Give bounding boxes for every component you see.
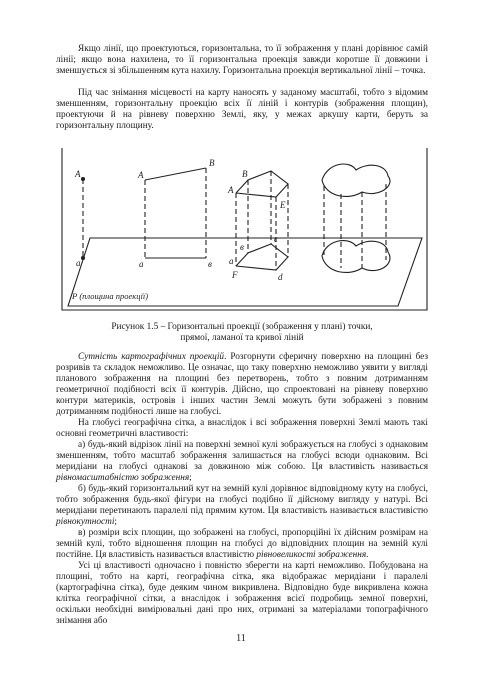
term-equal-scale: рівномасштабністю зображення xyxy=(56,472,190,483)
paragraph-3-text: . Розгорнути сферичну поверхню на площині без розривів та складок неможливо. Це означає, що таку поверхню неможливо уявити у вигляді планового зображення на площині без перетворень, тобто з повним дотриманням геометричної подібності всіх її контурів. Дійсно, що спроектовані на рівневу поверхню контури материків, островів і інших частин Землі можуть бути зображені з повним дотриманням подібності лише на глобусі. xyxy=(56,352,428,417)
point-label: d xyxy=(278,272,283,282)
caption-line-2: прямої, ламаної та кривої ліній xyxy=(180,333,304,343)
plane-label: Р (площина проекції) xyxy=(72,291,149,301)
point-label: в xyxy=(240,242,244,252)
paragraph-7-end: . xyxy=(366,549,369,560)
projection-drawing xyxy=(56,146,429,312)
point-label: Е xyxy=(280,200,286,210)
point-label: в xyxy=(208,259,212,269)
paragraph-5 xyxy=(56,440,428,484)
paragraph-6 xyxy=(56,484,428,528)
paragraph-6-text: б) будь-який горизонтальний кут на земній кулі дорівнює відповідному куту на глобусі, тобто зображення будь-якої фігури на глобусі подібно її дійсному вигляду у натурі. Всі меридіани перетинають паралелі під прямим кутом. Ця властивість називається властивістю xyxy=(56,484,428,516)
point-label: с xyxy=(274,234,278,244)
projection-figure xyxy=(56,146,429,312)
point-label: А xyxy=(228,185,234,195)
paragraph-2: Під час знімання місцевості на карту наносять у заданому масштабі, тобто з відомим зменшенням, горизонтальну проекцію всіх її ліній і контурів (зображення площин), проектуючи й на рівневу поверхню Землі, яку, у межах аркушу карти, беруть за горизонтальну площину. xyxy=(56,88,428,131)
point-label: а xyxy=(76,258,81,268)
paragraph-4: На глобусі географічна сітка, а внаслідок і всі зображення поверхні Землі мають такі основні геометричні властивості: xyxy=(56,418,428,439)
paragraph-6-end: ; xyxy=(114,516,117,527)
point-label: а xyxy=(139,259,144,269)
paragraph-5-end: ; xyxy=(189,472,192,483)
page-number: 11 xyxy=(236,633,246,644)
term-equal-area: рівновеликості зображення xyxy=(256,549,367,560)
paragraph-7-text: в) розміри всіх площин, що зображені на глобусі, пропорційні їх дійсним розмірам на земній кулі, тобто відношення площин на глобусі до відповідних площин на земній кулі постійне. Ця властивість називається властивістю xyxy=(56,528,428,560)
point-label: В xyxy=(242,169,248,179)
paragraph-1: Якщо лінії, що проектуються, горизонтальна, то її зображення у плані дорівнює самій лінії; якщо вона нахилена, то її горизонтальна проекція завжди коротше її довжини і зменшується зі збільшенням кута нахилу. Горизонтальна проекція вертикальної лінії – точка. xyxy=(56,44,428,76)
caption-line-1: Рисунок 1.5 – Горизонтальні проекції (зображення у плані) точки, xyxy=(111,322,373,332)
point-label: А xyxy=(75,169,81,179)
figure-caption xyxy=(56,322,428,344)
point-label: В xyxy=(209,158,215,168)
paragraph-5-text: а) будь-який відрізок лінії на поверхні земної кулі зображується на глобусі з однаковим зменшенням, тобто масштаб зображення залишається на глобусі всюди однаковим. Всі меридіани на глобусі однакові за довжиною між собою. Ця властивість називається xyxy=(56,440,428,472)
paragraph-3 xyxy=(56,352,428,417)
term-conformal: рівнокутності xyxy=(56,516,115,527)
point-label: А xyxy=(138,170,144,180)
term-essence: Сутність картографічних проекцій xyxy=(78,352,225,362)
point-label: а xyxy=(229,256,234,266)
point-label: F xyxy=(232,270,238,280)
paragraph-8: Усі ці властивості одночасно і повністю зберегти на карті неможливо. Побудована на площині, тобто на карті, географічна сітка, яка відображає меридіани і паралелі (картографічна сітка), буде деяким чином викривлена. Відповідно буде викривлена кожна клітка географічної сітки, а внаслідок і зображення всієї подробиць земної поверхні, оскільки необхідні вимірювальні дані про них, отримані за матеріалами топографічного знімання або xyxy=(56,561,428,626)
paragraph-7 xyxy=(56,528,428,561)
